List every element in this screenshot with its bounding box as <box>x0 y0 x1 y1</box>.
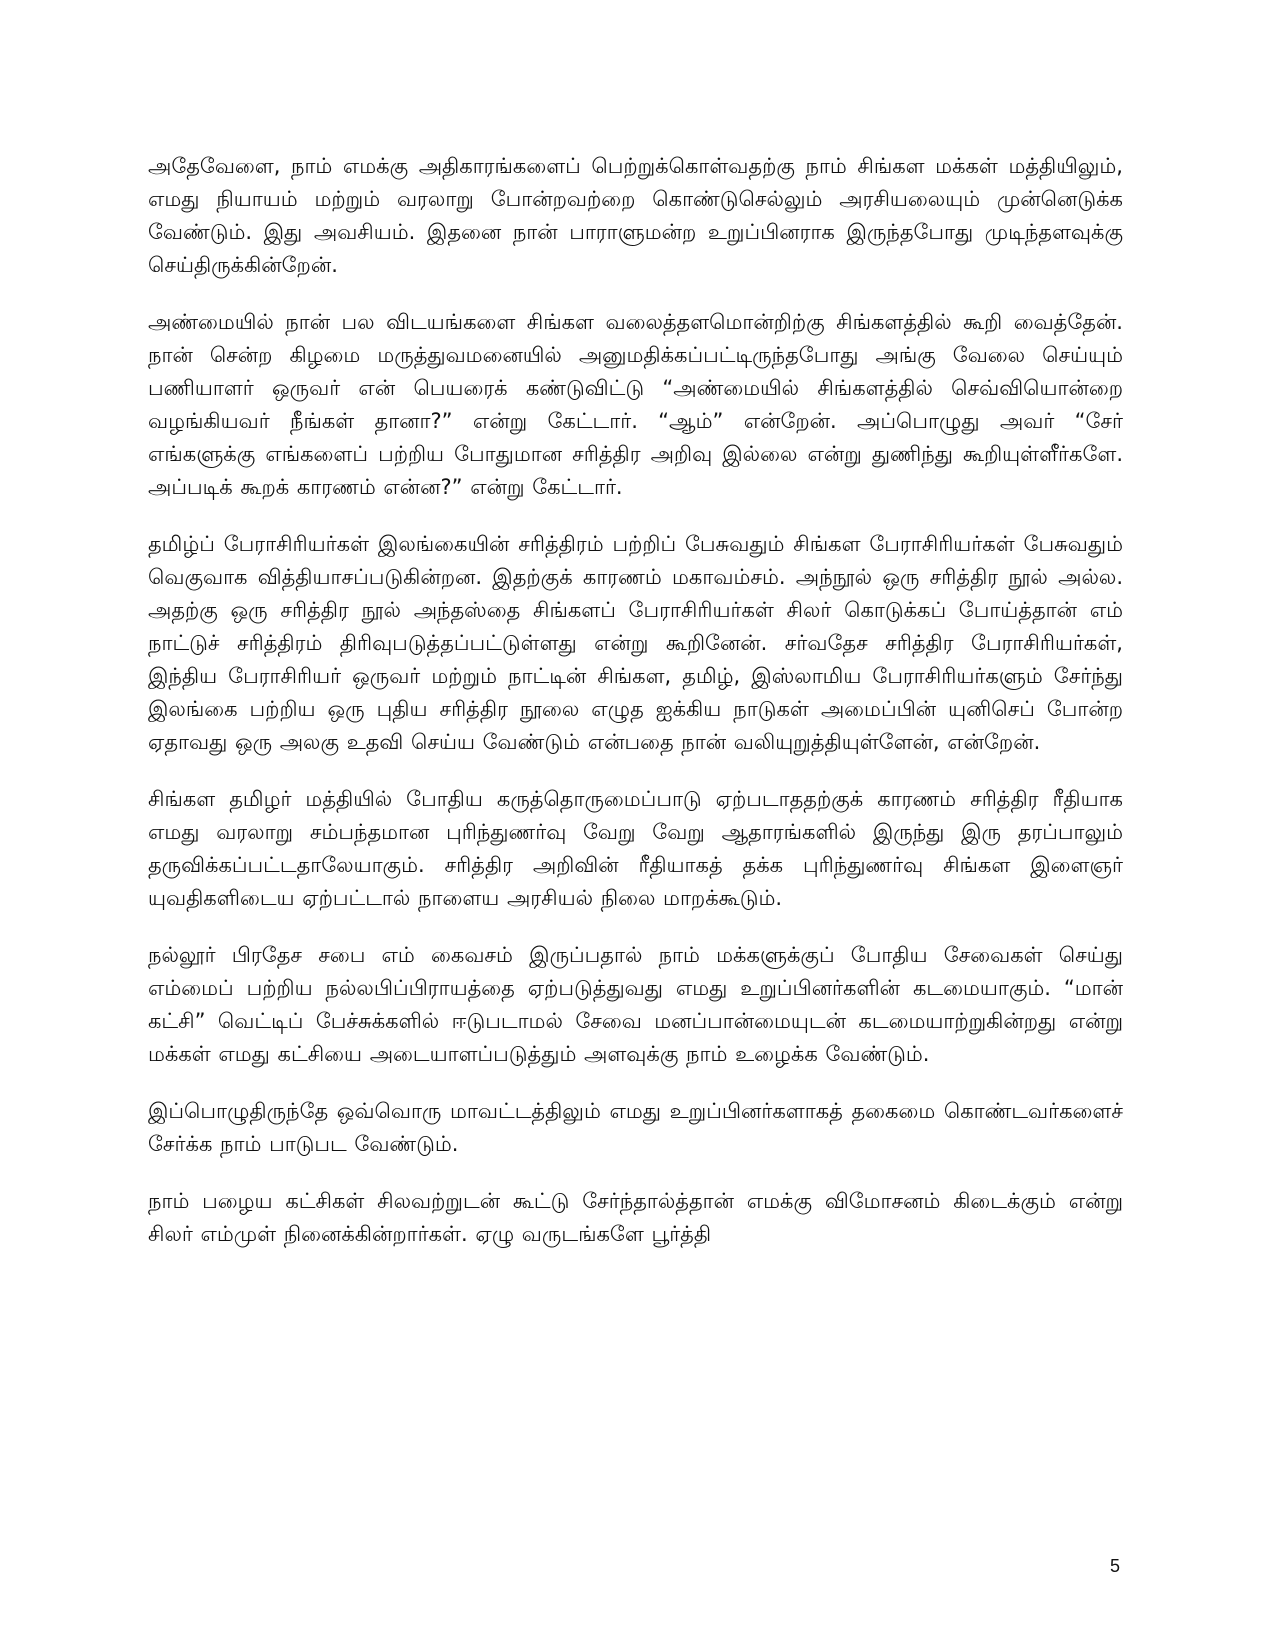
paragraph-6: இப்பொழுதிருந்தே ஒவ்வொரு மாவட்டத்திலும் எமது உறுப்பினர்களாகத் தகைமை கொண்டவர்களைச் சேர்க்க நாம் பாடுபட வேண்டும். <box>148 1099 1123 1156</box>
paragraph-2: அண்மையில் நான் பல விடயங்களை சிங்கள வலைத்தளமொன்றிற்கு சிங்களத்தில் கூறி வைத்தேன். நான் சென்ற கிழமை மருத்துவமனையில் அனுமதிக்கப்பட்டிருந்தபோது அங்கு வேலை செய்யும் பணியாளர் ஒருவர் என் பெயரைக் கண்டுவிட்டு “அண்மையில் சிங்களத்தில் செவ்வியொன்றை வழங்கியவர் நீங்கள் தானா?” என்று கேட்டார். “ஆம்” என்றேன். அப்பொழுது அவர் “சேர் எங்களுக்கு எங்களைப் பற்றிய போதுமான சரித்திர அறிவு இல்லை என்று துணிந்து கூறியுள்ளீர்களே. அப்படிக் கூறக் காரணம் என்ன?” என்று கேட்டார். <box>148 310 1123 499</box>
paragraph-4: சிங்கள தமிழர் மத்தியில் போதிய கருத்தொருமைப்பாடு ஏற்படாததற்குக் காரணம் சரித்திர ரீதியாக எமது வரலாறு சம்பந்தமான புரிந்துணர்வு வேறு வேறு ஆதாரங்களில் இருந்து இரு தரப்பாலும் தருவிக்கப்பட்டதாலேயாகும். சரித்திர அறிவின் ரீதியாகத் தக்க புரிந்துணர்வு சிங்கள இளைஞர் யுவதிகளிடைய ஏற்பட்டால் நாளைய அரசியல் நிலை மாறக்கூடும். <box>148 787 1123 910</box>
paragraph-3: தமிழ்ப் பேராசிரியர்கள் இலங்கையின் சரித்திரம் பற்றிப் பேசுவதும் சிங்கள பேராசிரியர்கள் பேசுவதும் வெகுவாக வித்தியாசப்படுகின்றன. இதற்குக் காரணம் மகாவம்சம். அந்நூல் ஒரு சரித்திர நூல் அல்ல. அதற்கு ஒரு சரித்திர நூல் அந்தஸ்தை சிங்களப் பேராசிரியர்கள் சிலர் கொடுக்கப் போய்த்தான் எம் நாட்டுச் சரித்திரம் திரிவுபடுத்தப்பட்டுள்ளது என்று கூறினேன். சர்வதேச சரித்திர பேராசிரியர்கள், இந்திய பேராசிரியர் ஒருவர் மற்றும் நாட்டின் சிங்கள, தமிழ், இஸ்லாமிய பேராசிரியர்களும் சேர்ந்து இலங்கை பற்றிய ஒரு புதிய சரித்திர நூலை எழுத ஐக்கிய நாடுகள் அமைப்பின் யுனிசெப் போன்ற ஏதாவது ஒரு அலகு உதவி செய்ய வேண்டும் என்பதை நான் வலியுறுத்தியுள்ளேன், என்றேன். <box>148 532 1123 754</box>
document-body <box>148 150 1123 1275</box>
paragraph-5: நல்லூர் பிரதேச சபை எம் கைவசம் இருப்பதால் நாம் மக்களுக்குப் போதிய சேவைகள் செய்து எம்மைப் பற்றிய நல்லபிப்பிராயத்தை ஏற்படுத்துவது எமது உறுப்பினர்களின் கடமையாகும். “மான் கட்சி” வெட்டிப் பேச்சுக்களில் ஈடுபடாமல் சேவை மனப்பான்மையுடன் கடமையாற்றுகின்றது என்று மக்கள் எமது கட்சியை அடையாளப்படுத்தும் அளவுக்கு நாம் உழைக்க வேண்டும். <box>148 943 1123 1066</box>
paragraph-7: நாம் பழைய கட்சிகள் சிலவற்றுடன் கூட்டு சேர்ந்தால்த்தான் எமக்கு விமோசனம் கிடைக்கும் என்று சிலர் எம்முள் நினைக்கின்றார்கள். ஏழு வருடங்களே பூர்த்தி <box>148 1189 1123 1246</box>
paragraph-1: அதேவேளை, நாம் எமக்கு அதிகாரங்களைப் பெற்றுக்கொள்வதற்கு நாம் சிங்கள மக்கள் மத்தியிலும், எமது நியாயம் மற்றும் வரலாறு போன்றவற்றை கொண்டுசெல்லும் அரசியலையும் முன்னெடுக்க வேண்டும். இது அவசியம். இதனை நான் பாராளுமன்ற உறுப்பினராக இருந்தபோது முடிந்தளவுக்கு செய்திருக்கின்றேன். <box>148 154 1123 277</box>
page-number: 5 <box>1110 1556 1121 1576</box>
